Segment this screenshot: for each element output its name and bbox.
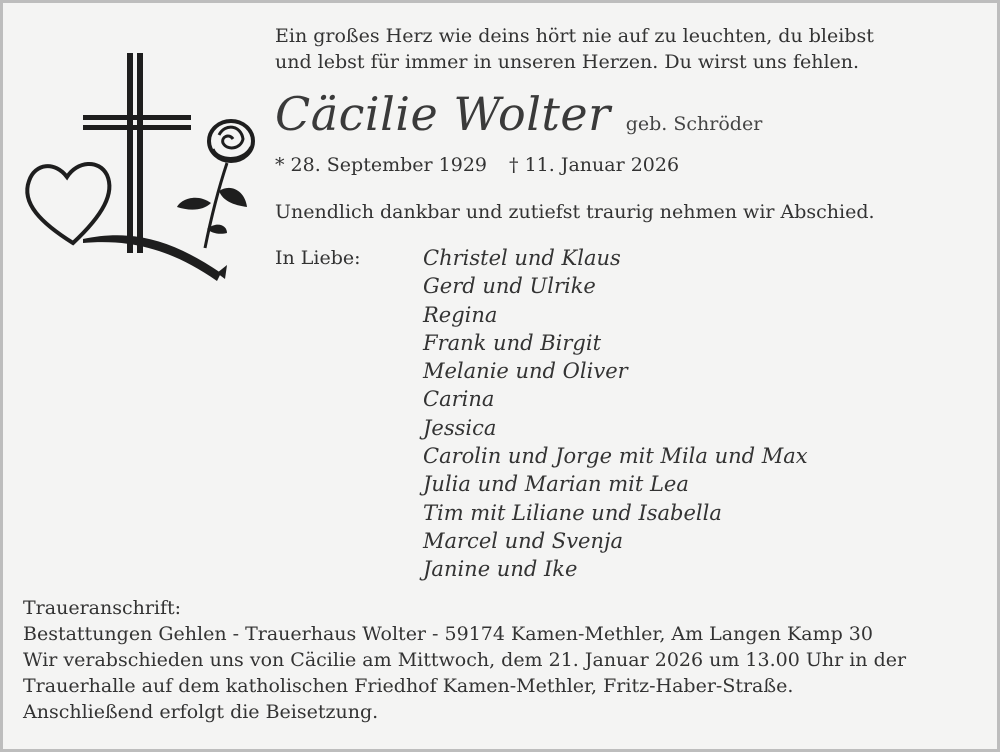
list-item: Christel und Klaus	[423, 246, 621, 270]
list-item: Melanie und Oliver	[423, 359, 628, 384]
list-item: Janine und Ike	[423, 557, 578, 582]
birth-name: geb. Schröder	[625, 113, 763, 135]
list-item: Carolin und Jorge mit Mila und Max	[423, 444, 808, 469]
list-item: Jessica	[423, 415, 497, 440]
memorial-verse	[275, 23, 975, 75]
farewell-text: Unendlich dankbar und zutiefst traurig nehmen wir Abschied.	[275, 201, 875, 223]
verse-line: Ein großes Herz wie deins hört nie auf zu leuchten, du bleibst	[275, 25, 874, 47]
list-item: Gerd und Ulrike	[423, 274, 596, 299]
list-item: Carina	[423, 387, 495, 412]
mourning-address: Bestattungen Gehlen - Trauerhaus Wolter - 59174 Kamen-Methler, Am Langen Kamp 30	[23, 623, 873, 645]
footer-info	[23, 595, 983, 725]
life-dates	[275, 154, 679, 176]
death-date: † 11. Januar 2026	[509, 154, 680, 176]
list-item: Marcel und Svenja	[423, 528, 624, 553]
list-item: Julia und Marian mit Lea	[423, 472, 689, 497]
verse-line: und lebst für immer in unseren Herzen. Du wirst uns fehlen.	[275, 51, 860, 73]
mourners-label: In Liebe:	[275, 247, 361, 269]
list-item: Tim mit Liliane und Isabella	[423, 500, 722, 525]
deceased-name: Cäcilie Wolter	[275, 87, 611, 141]
deceased-name-row	[275, 87, 762, 141]
cross-heart-rose-icon	[21, 43, 261, 293]
mourners-list	[423, 244, 808, 584]
service-line: Wir verabschieden uns von Cäcilie am Mittwoch, dem 21. Januar 2026 um 13.00 Uhr in der	[23, 649, 907, 671]
list-item: Regina	[423, 302, 498, 327]
service-line: Trauerhalle auf dem katholischen Friedhof Kamen-Methler, Fritz-Haber-Straße.	[23, 675, 794, 697]
address-label: Traueranschrift:	[23, 597, 182, 619]
birth-date: * 28. September 1929	[275, 154, 487, 176]
service-line: Anschließend erfolgt die Beisetzung.	[23, 701, 379, 723]
list-item: Frank und Birgit	[423, 330, 602, 355]
